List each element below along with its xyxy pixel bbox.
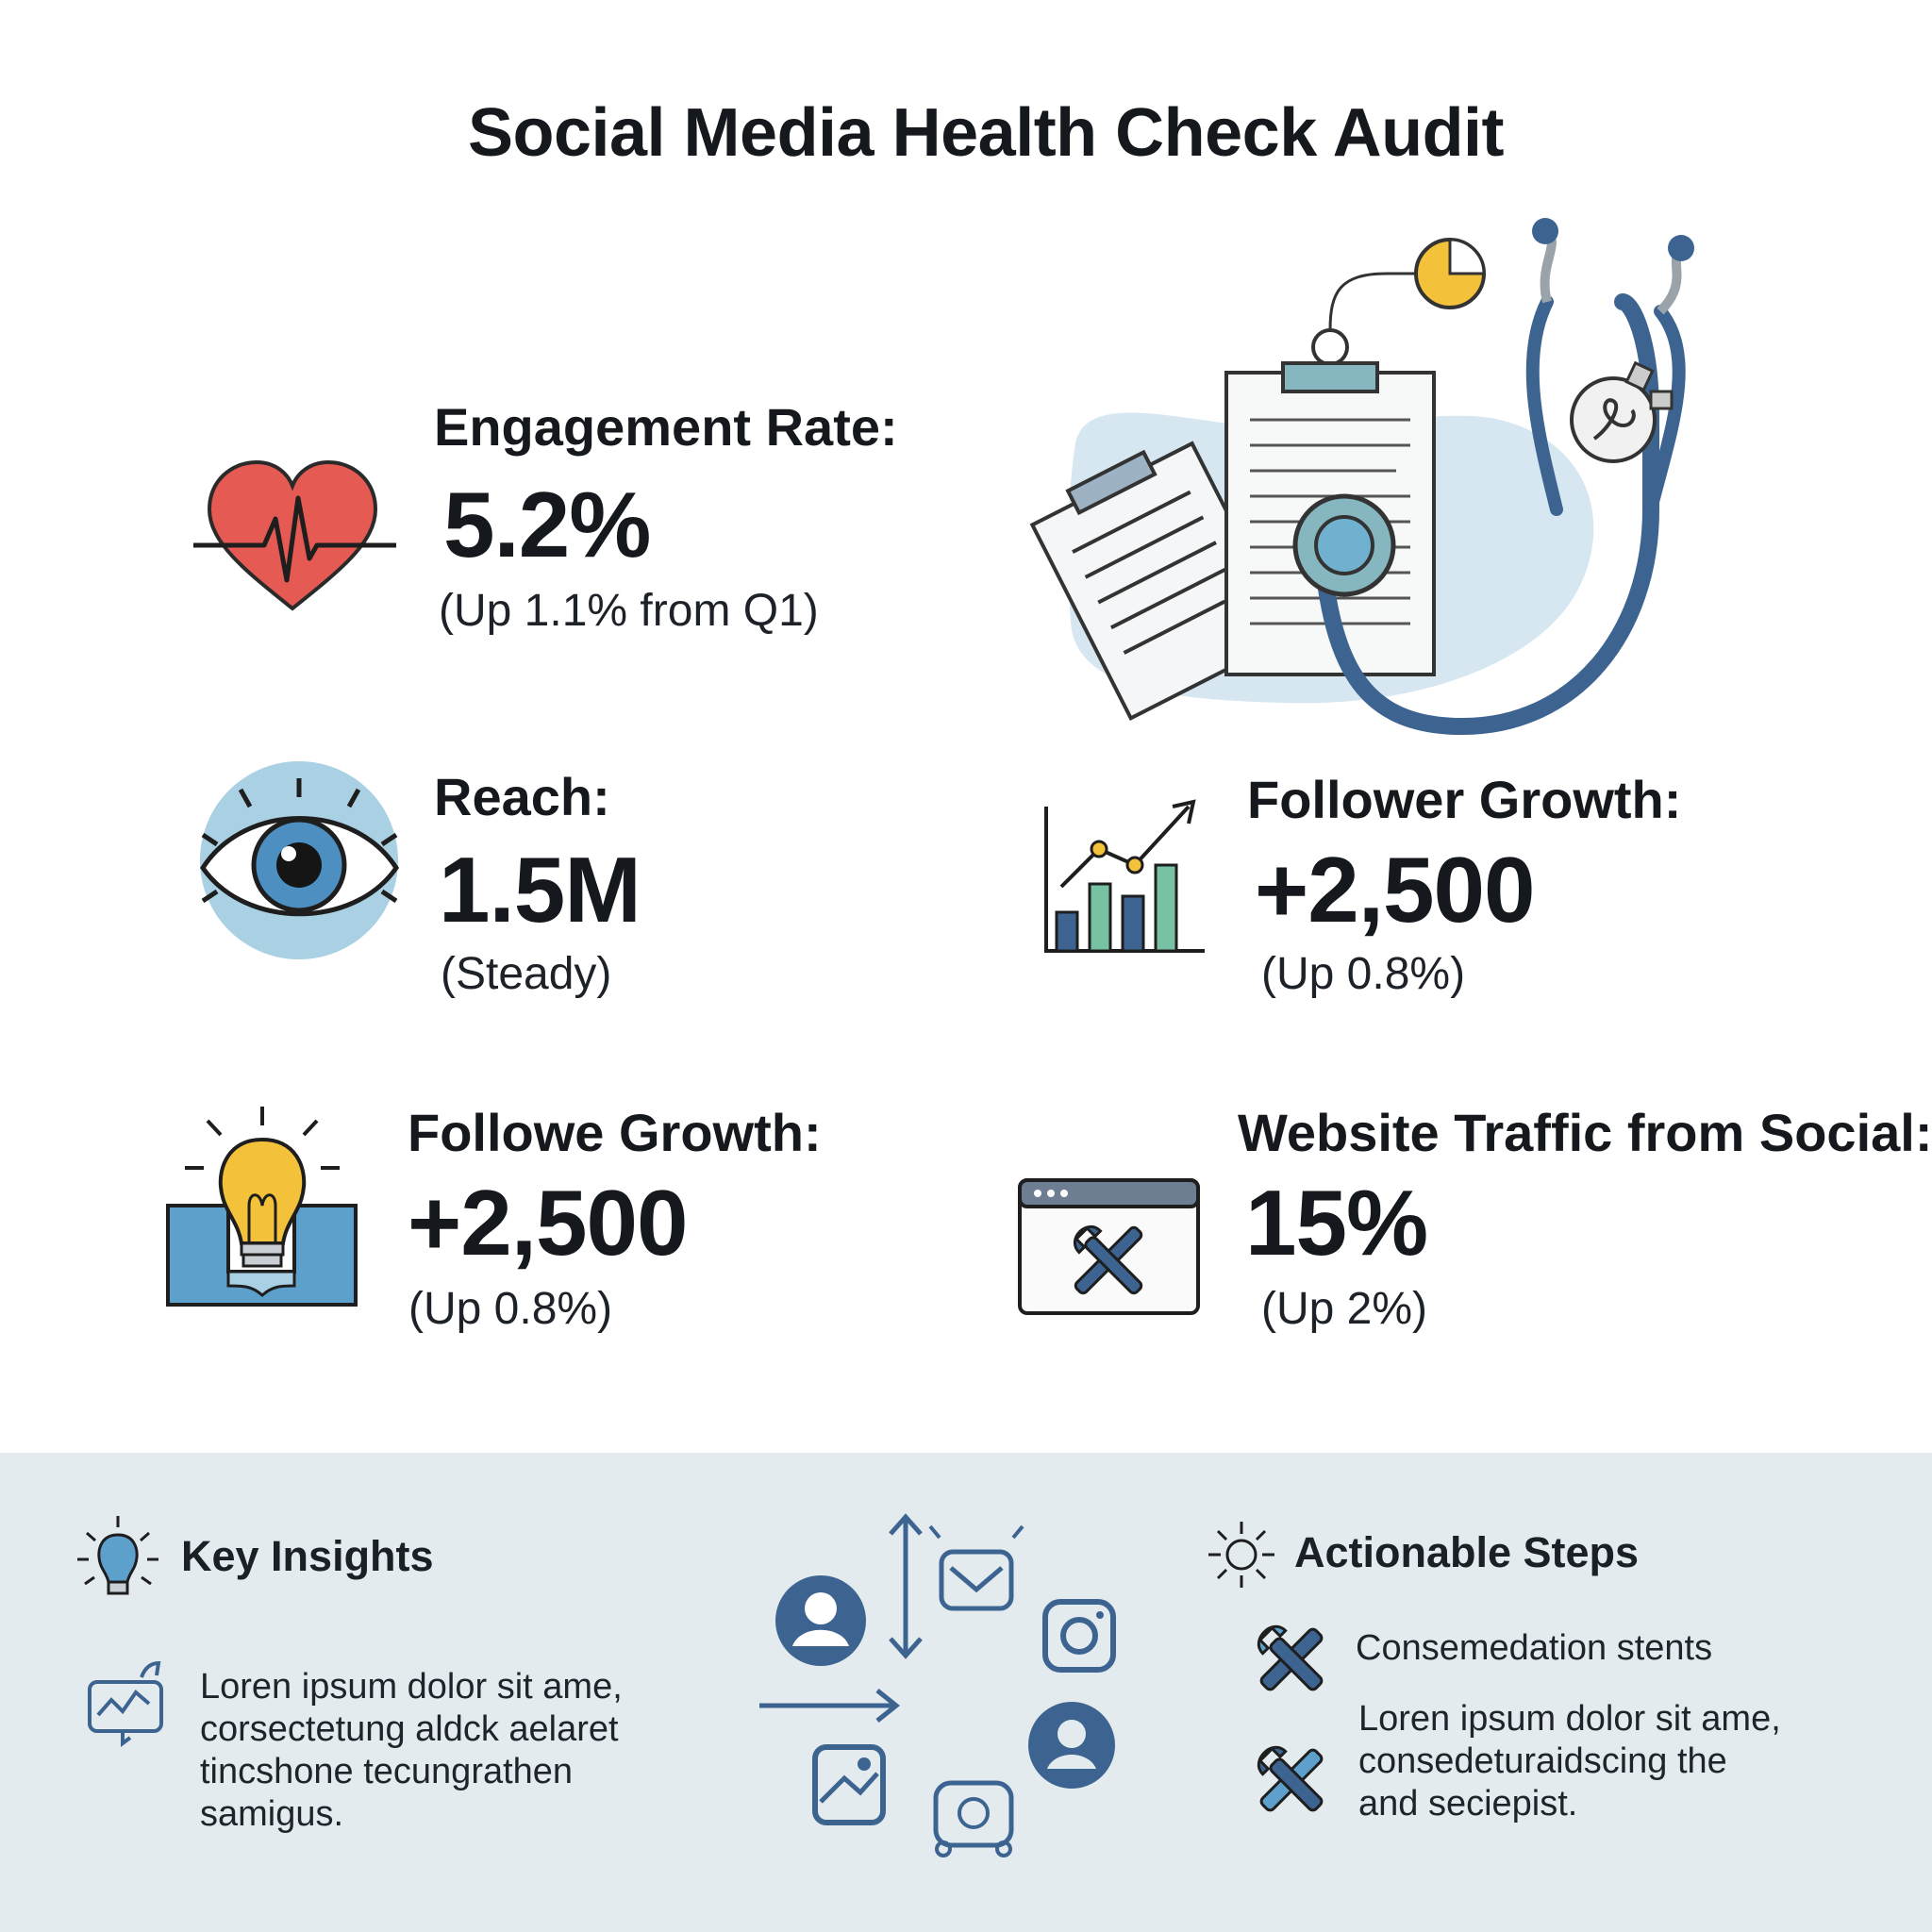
website-traffic-value: 15% (1245, 1171, 1428, 1274)
followe-growth-label: Followe Growth: (408, 1103, 822, 1162)
website-traffic-note: (Up 2%) (1261, 1284, 1428, 1334)
key-insights-text: Loren ipsum dolor sit ame, corsectetung aldck aelaret tincshone tecungrathen samigus. (200, 1667, 623, 1834)
action-step-1: Consemedation stents (1356, 1628, 1713, 1668)
sun-gear-icon (1206, 1519, 1277, 1591)
lightbulb-icon (162, 1102, 365, 1309)
follower-growth-label: Follower Growth: (1247, 770, 1682, 829)
followe-growth-note: (Up 0.8%) (408, 1284, 613, 1334)
page-title: Social Media Health Check Audit (467, 95, 1505, 171)
website-traffic-label: Website Traffic from Social: (1238, 1103, 1932, 1162)
action-step-2: Loren ipsum dolor sit ame, consedeturaidscing the and seciepist. (1358, 1699, 1781, 1824)
reach-label: Reach: (434, 767, 610, 826)
follower-growth-note: (Up 0.8%) (1261, 949, 1466, 999)
engagement-note: (Up 1.1% from Q1) (439, 586, 819, 636)
followe-growth-value: +2,500 (408, 1171, 688, 1274)
actionable-steps-heading: Actionable Steps (1294, 1528, 1640, 1576)
reach-note: (Steady) (441, 949, 612, 999)
key-insights-heading: Key Insights (181, 1532, 434, 1580)
lightbulb-rays-icon (75, 1514, 160, 1604)
engagement-value: 5.2% (443, 473, 651, 576)
social-network-icon (755, 1509, 1132, 1868)
trend-chart-icon (87, 1658, 170, 1748)
reach-value: 1.5M (439, 838, 641, 941)
wrench-screwdriver-icon (1250, 1618, 1333, 1701)
clipboard-stethoscope-illustration (1047, 226, 1764, 736)
growth-chart-icon (1042, 797, 1208, 958)
follower-growth-value: +2,500 (1255, 838, 1535, 941)
eye-icon (198, 759, 401, 962)
wrench-screwdriver-icon-2 (1250, 1739, 1333, 1822)
heartbeat-icon (189, 453, 406, 623)
engagement-label: Engagement Rate: (434, 397, 898, 457)
browser-tools-icon (1017, 1177, 1201, 1316)
